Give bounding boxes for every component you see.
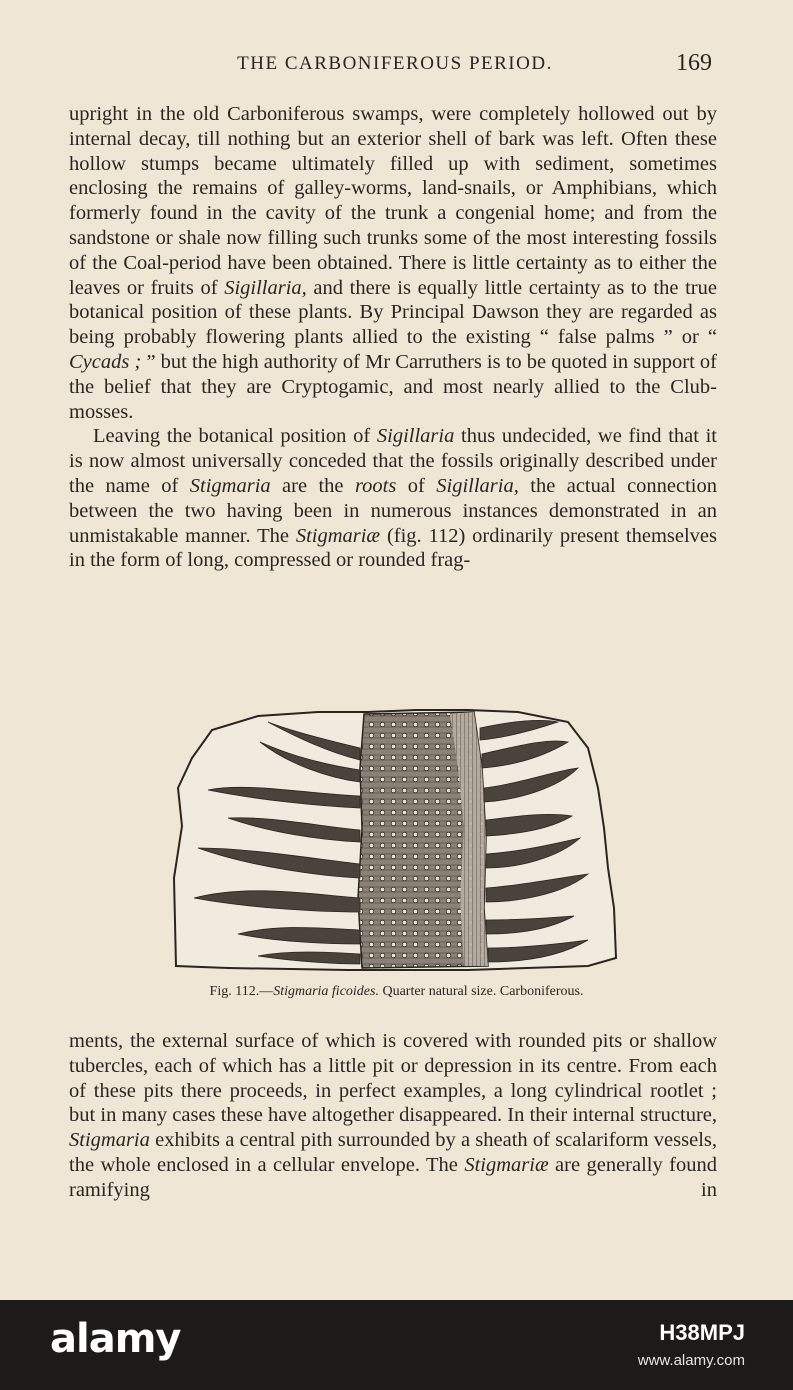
italic-term: Cycads ; xyxy=(69,350,142,373)
paragraph-2-text: thus undecided, we find that it is now almost universally conceded that the fossils originally described under the name of xyxy=(69,425,717,497)
italic-term: Sigillaria, xyxy=(224,276,307,299)
paragraph-2-text: Leaving the botanical position of xyxy=(93,425,377,448)
paragraph-1 xyxy=(69,102,717,424)
paragraph-3-text: are generally found ramifying in xyxy=(69,1153,717,1201)
watermark-bar xyxy=(0,1300,793,1390)
running-title: THE CARBONIFEROUS PERIOD. xyxy=(237,53,553,74)
watermark-logo: alamy xyxy=(50,1316,181,1362)
italic-term: Stigmaria xyxy=(189,474,271,497)
text-block-top xyxy=(69,102,717,573)
paragraph-2-text: are the xyxy=(270,474,355,497)
fossil-illustration xyxy=(168,708,620,976)
paragraph-2 xyxy=(69,424,717,573)
paragraph-2-text: the actual connection between the two having been in numerous instances demonstrated in an unmistakable manner. The xyxy=(69,474,718,547)
paragraph-1-text: upright in the old Carboniferous swamps, were completely hollowed out by internal decay, till nothing but an exterior shell of bark was left. Often these hollow stumps became ultimately filled up with sediment, sometimes enclosing the remains of galley-worms, land-snails, or Amphibians, which formerly found in the cavity of the trunk a congenial home; and from the sandstone or shale now filling such trunks some of the most interesting fossils of the Coal-period have been obtained. There is little certainty as to either the leaves or fruits of xyxy=(69,103,717,299)
text-block-bottom xyxy=(69,1029,717,1203)
stigmaria-drawing xyxy=(168,708,620,976)
italic-term: Stigmaria xyxy=(69,1129,150,1152)
page-number: 169 xyxy=(676,50,712,76)
paragraph-1-text: and there is equally little certainty as to the true botanical position of these plants. By Principal Dawson they are regarded as being probably flowering plants allied to the existing “ false palms ” or “ xyxy=(69,276,717,349)
running-head xyxy=(70,50,720,80)
paragraph-3-text: ments, the external surface of which is covered with rounded pits or shallow tubercles, each of which has a little pit or depression in its centre. From each of these pits there proceeds, in perfect examples, a long cylindrical rootlet ; but in many cases these have altogether disappeared. In their internal structure, xyxy=(69,1030,717,1127)
paragraph-3 xyxy=(69,1029,717,1203)
paragraph-1-text: ” but the high authority of Mr Carruthers is to be quoted in support of the belief that they are Cryptogamic, and most nearly allied to the Club-mosses. xyxy=(69,350,717,423)
watermark-url: www.alamy.com xyxy=(637,1352,745,1369)
paragraph-2-text: of xyxy=(396,474,437,497)
caption-prefix: Fig. 112.— xyxy=(209,984,274,999)
italic-term: Stigmariæ xyxy=(464,1153,549,1176)
watermark-image-id: H38MPJ xyxy=(659,1320,745,1345)
paragraph-2-text: (fig. 112) ordinarily present themselves in the form of long, compressed or rounded frag- xyxy=(69,524,717,572)
caption-rest: Quarter natural size. Carboniferous. xyxy=(378,984,584,999)
paragraph-3-text: exhibits a central pith surrounded by a sheath of scalariform vessels, the whole enclosed in a cellular envelope. The xyxy=(69,1129,717,1176)
italic-term: Sigillaria xyxy=(376,425,455,448)
italic-term: Sigillaria, xyxy=(436,474,519,497)
caption-species: Stigmaria ficoides. xyxy=(273,984,379,999)
figure-caption xyxy=(0,984,793,1000)
italic-term: Stigmariæ xyxy=(295,524,381,547)
italic-term: roots xyxy=(354,474,397,497)
